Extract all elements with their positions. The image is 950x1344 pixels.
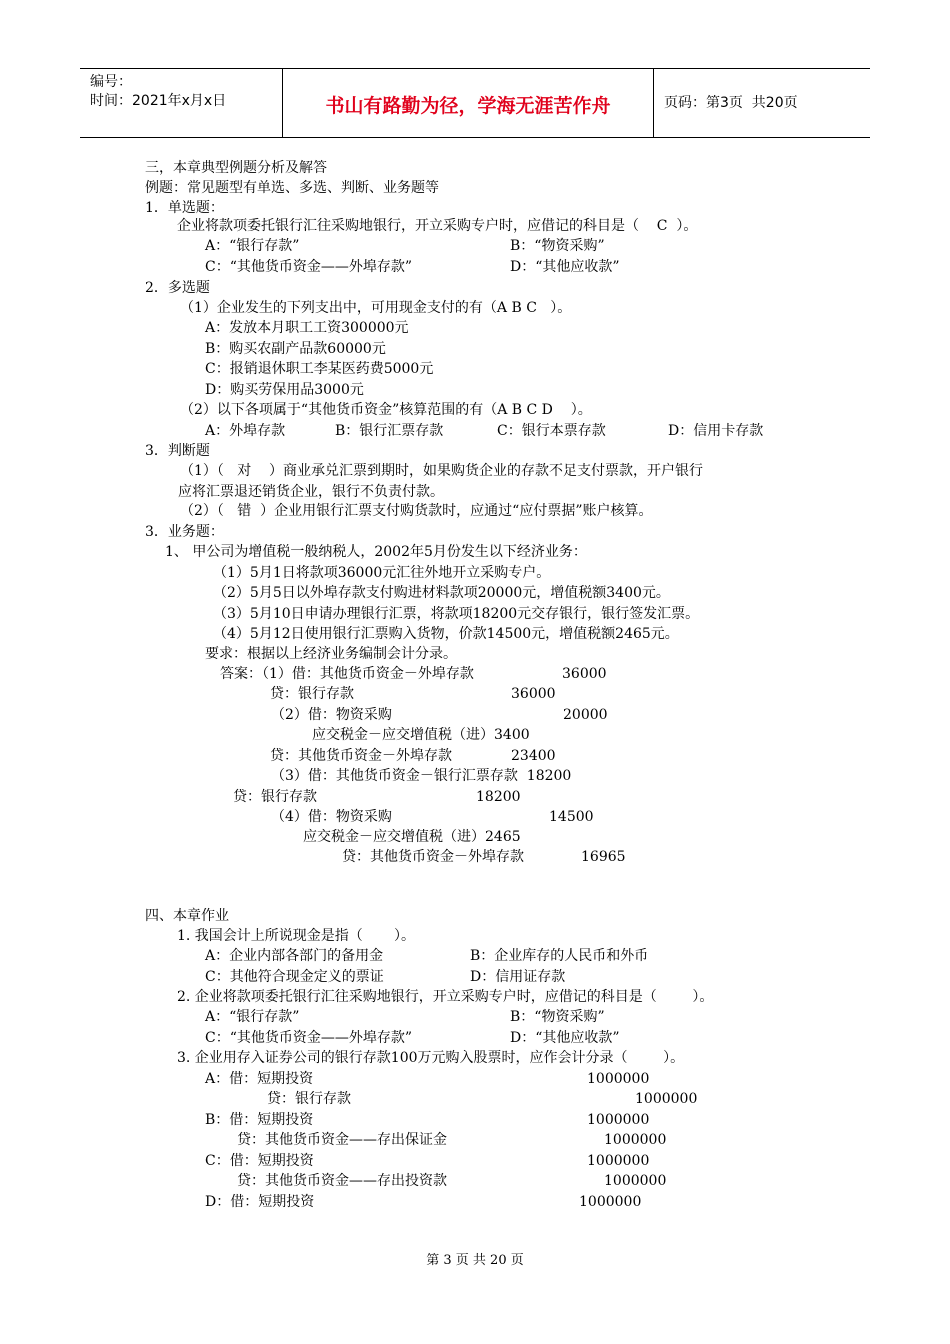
header-page-cell [654, 69, 870, 137]
answer-amount: 16965 [581, 849, 626, 865]
business-item: （1）5月1日将款项36000元汇往外地开立采购专户。 [213, 565, 551, 581]
option-d: D：信用卡存款 [668, 423, 764, 439]
business-item: （3）5月10日申请办理银行汇票，将款项18200元交存银行，银行签发汇票。 [213, 606, 700, 622]
answer-entry: （3）借：其他货币资金－银行汇票存款 18200 [271, 768, 572, 784]
option-a: A：“银行存款” [205, 1009, 300, 1025]
answer-entry: 贷：银行存款 [267, 1091, 351, 1107]
question-type-heading: 3．业务题： [145, 524, 224, 540]
option-a: A：发放本月职工工资300000元 [205, 320, 409, 336]
answer-amount: 23400 [511, 748, 556, 764]
answer-entry: （2）借：物资采购 [271, 707, 392, 723]
question-text: 应将汇票退还销货企业，银行不负责付款。 [178, 484, 444, 500]
date-label: 时间：2021年x月x日 [90, 93, 227, 109]
option-d: D：借：短期投资 [205, 1194, 315, 1210]
header-motto-cell [283, 69, 654, 137]
option-c: C：其他符合现金定义的票证 [205, 969, 384, 985]
answer-entry: 答案：（1）借：其他货币资金－外埠存款 [220, 666, 474, 682]
motto: 书山有路勤为径，学海无涯苦作舟 [325, 95, 611, 117]
question-type-heading: 3．判断题 [145, 443, 210, 459]
option-a: A：企业内部各部门的备用金 [205, 948, 384, 964]
answer-amount: 1000000 [604, 1173, 667, 1189]
answer-entry: 贷：银行存款 [233, 789, 317, 805]
question-text: 2. 企业将款项委托银行汇往采购地银行，开立采购专户时，应借记的科目是（ ）。 [177, 989, 714, 1005]
question-text: （1）企业发生的下列支出中，可用现金支付的有（A B C ）。 [180, 300, 572, 316]
option-b: B：银行汇票存款 [335, 423, 444, 439]
answer-entry: 贷：其他货币资金——存出投资款 [237, 1173, 447, 1189]
code-label: 编号： [90, 74, 132, 90]
page-label: 页码：第3页 共20页 [664, 95, 798, 111]
answer-entry: （4）借：物资采购 [271, 809, 392, 825]
answer-amount: 36000 [562, 666, 607, 682]
answer-amount: 1000000 [587, 1112, 650, 1128]
option-c: C：“其他货币资金——外埠存款” [205, 1030, 413, 1046]
option-b: B：“物资采购” [510, 1009, 605, 1025]
answer-amount: 14500 [549, 809, 594, 825]
option-b: B：购买农副产品款60000元 [205, 341, 386, 357]
answer-amount: 20000 [563, 707, 608, 723]
question-text: （2）以下各项属于“其他货币资金”核算范围的有（A B C D ）。 [180, 402, 592, 418]
option-d: D：购买劳保用品3000元 [205, 382, 364, 398]
option-d: D：“其他应收款” [510, 259, 620, 275]
answer-amount: 1000000 [587, 1153, 650, 1169]
page-header [80, 68, 870, 138]
option-b: B：借：短期投资 [205, 1112, 314, 1128]
option-c: C：报销退休职工李某医药费5000元 [205, 361, 434, 377]
question-type-heading: 1．单选题： [145, 200, 224, 216]
question-text: 企业将款项委托银行汇往采购地银行，开立采购专户时，应借记的科目是（ C ）。 [177, 218, 698, 234]
option-c: C：银行本票存款 [497, 423, 606, 439]
question-text: 1、 甲公司为增值税一般纳税人，2002年5月份发生以下经济业务： [165, 544, 587, 560]
answer-amount: 1000000 [604, 1132, 667, 1148]
answer-amount: 1000000 [587, 1071, 650, 1087]
option-d: D：信用证存款 [470, 969, 566, 985]
option-a: A：“银行存款” [205, 238, 300, 254]
option-b: B：企业库存的人民币和外币 [470, 948, 649, 964]
answer-entry: 应交税金－应交增值税（进）2465 [303, 829, 521, 845]
question-type-heading: 2．多选题 [145, 280, 210, 296]
answer-entry: 贷：其他货币资金－外埠存款 [270, 748, 452, 764]
answer-amount: 1000000 [635, 1091, 698, 1107]
answer-amount: 36000 [511, 686, 556, 702]
answer-amount: 1000000 [579, 1194, 642, 1210]
answer-entry: 贷：其他货币资金－外埠存款 [342, 849, 524, 865]
question-text: （1）（ 对 ）商业承兑汇票到期时，如果购货企业的存款不足支付票款，开户银行 [180, 463, 704, 479]
option-b: B：“物资采购” [510, 238, 605, 254]
question-text: 3. 企业用存入证券公司的银行存款100万元购入股票时，应作会计分录（ ）。 [177, 1050, 685, 1066]
option-a: A：外埠存款 [205, 423, 286, 439]
question-text: 1. 我国会计上所说现金是指（ ）。 [177, 928, 415, 944]
header-info-cell [80, 69, 283, 137]
business-item: （4）5月12日使用银行汇票购入货物，价款14500元，增值税额2465元。 [213, 626, 679, 642]
text-line: 例题：常见题型有单选、多选、判断、业务题等 [145, 180, 439, 196]
page-footer: 第 3 页 共 20 页 [426, 1253, 524, 1268]
section-heading: 三，本章典型例题分析及解答 [145, 160, 327, 176]
answer-entry: 贷：银行存款 [270, 686, 354, 702]
answer-amount: 18200 [476, 789, 521, 805]
requirement-text: 要求：根据以上经济业务编制会计分录。 [205, 646, 457, 662]
option-d: D：“其他应收款” [510, 1030, 620, 1046]
section-heading: 四、本章作业 [145, 908, 229, 924]
option-a: A：借：短期投资 [205, 1071, 314, 1087]
answer-entry: 应交税金－应交增值税（进）3400 [312, 727, 530, 743]
question-text: （2）（ 错 ）企业用银行汇票支付购货款时，应通过“应付票据”账户核算。 [180, 503, 653, 519]
answer-entry: 贷：其他货币资金——存出保证金 [237, 1132, 447, 1148]
business-item: （2）5月5日以外埠存款支付购进材料款项20000元，增值税额3400元。 [213, 585, 670, 601]
option-c: C：借：短期投资 [205, 1153, 314, 1169]
option-c: C：“其他货币资金——外埠存款” [205, 259, 413, 275]
